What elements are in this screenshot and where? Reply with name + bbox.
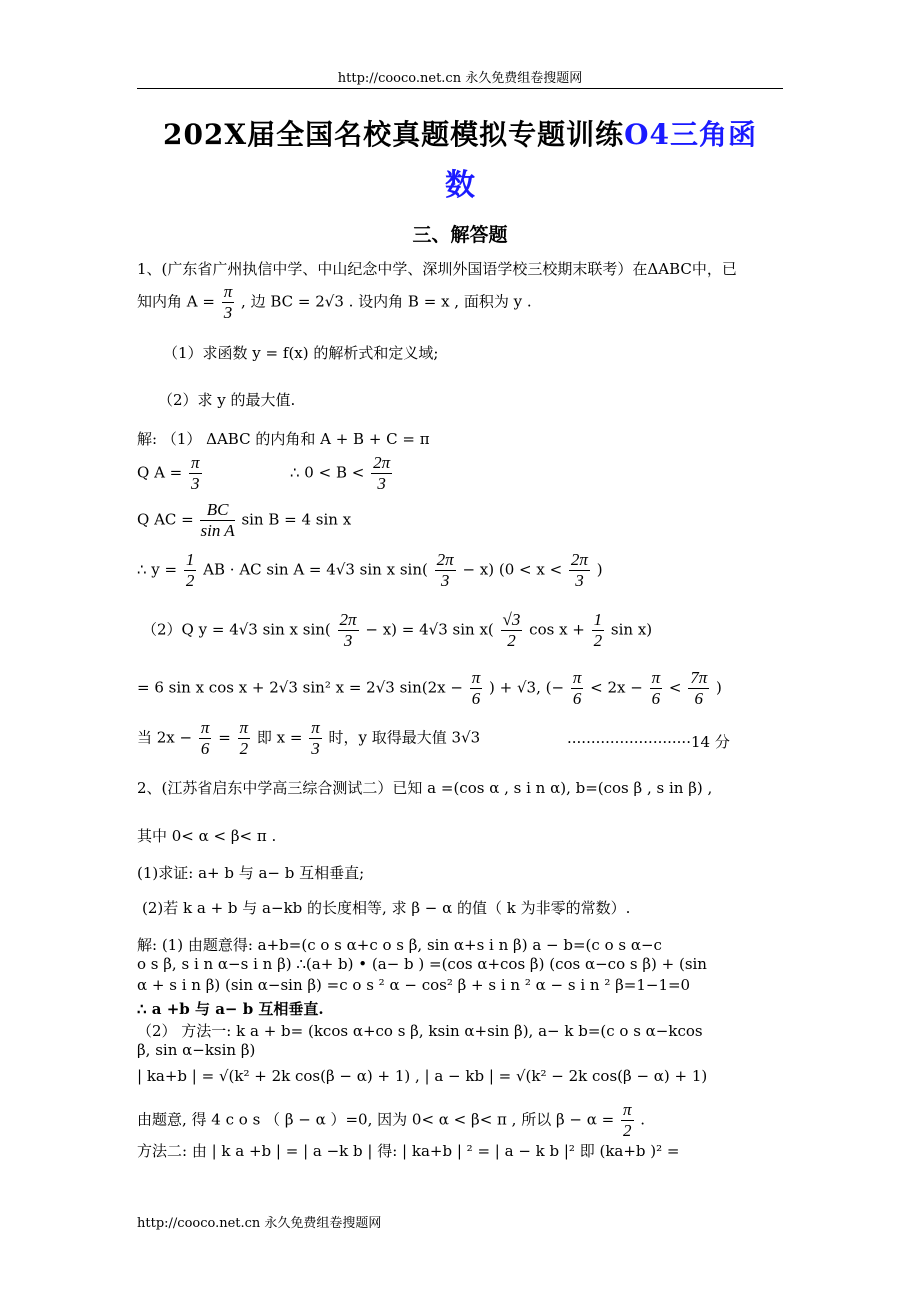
q1-solution-5: （2）Q y = 4√3 sin x sin( $\frac{2\pi}{3}$ − x) = 4√3 sin x( $\frac{√3}{2}$ cos x + $\frac{1}{2}$ sin x) — [142, 610, 653, 650]
title-part1: 202X届全国名校真题模拟专题训练 — [162, 118, 625, 151]
q1-solution-1: 解: （1） ΔABC 的内角和 A + B + C = π — [137, 430, 430, 448]
header-divider — [137, 88, 783, 89]
fraction-pi-over-3: $\frac{\pi}{3}$ — [311, 718, 320, 758]
q1-solution-3: Q AC = $\frac{BC}{\text{sin A}}$ sin B = 4 sin x — [137, 500, 352, 540]
fraction-pi-over-6: $\frac{\pi}{6}$ — [471, 668, 481, 708]
q1-given-b: , 边 BC = 2√3 . 设内角 B = x , 面积为 y . — [241, 292, 532, 311]
fraction-2pi-over-3: $\frac{2\pi}{3}$ — [373, 453, 391, 493]
q2-solution-7: | ka+b | = √(k² + 2k cos(β − α) + 1) , | a − kb | = √(k² − 2k cos(β − α) + 1) — [137, 1067, 708, 1085]
q2-part1: (1)求证: a+ b 与 a− b 互相垂直; — [137, 864, 365, 882]
footer-url: http://cooco.net.cn 永久免费组卷搜题网 — [137, 1216, 382, 1231]
q1-solution-6: = 6 sin x cos x + 2√3 sin² x = 2√3 sin(2x − $\frac{\pi}{6}$ ) + √3, (− $\frac{\pi}{6}$ < 2x − $\frac{\pi}{6}$ < $\frac{7\pi}{6}$ ) — [137, 668, 722, 708]
fraction-2pi-over-3: $\frac{2\pi}{3}$ — [570, 550, 588, 590]
page-title — [0, 113, 920, 153]
fraction-pi-over-6: $\frac{\pi}{6}$ — [200, 718, 210, 758]
fraction-7pi-over-6: $\frac{7\pi}{6}$ — [690, 668, 708, 708]
page-title-continued: 数 — [445, 168, 475, 203]
fraction-2pi-over-3: $\frac{2\pi}{3}$ — [339, 610, 357, 650]
fraction-pi-over-2: $\frac{\pi}{2}$ — [239, 718, 249, 758]
fraction-sqrt3-over-2: $\frac{√3}{2}$ — [502, 610, 521, 650]
q2-solution-3: α + s i n β) (sin α−sin β) =c o s ² α − cos² β + s i n ² α − s i n ² β=1−1=0 — [137, 976, 691, 994]
q1-solution-2b: ∴ 0 < B < $\frac{2\pi}{3}$ — [290, 453, 391, 493]
fraction-1-over-2: $\frac{1}{2}$ — [593, 610, 603, 650]
q2-solution-9: 方法二: 由 | k a +b | = | a −k b | 得: | ka+b | ² = | a − k b |² 即 (ka+b )² = — [137, 1142, 680, 1160]
q1-given — [137, 282, 532, 323]
q2-solution-8: 由题意, 得 4 c o s （ β − α ）=0, 因为 0< α < β< π , 所以 β − α = $\frac{\pi}{2}$ . — [137, 1100, 646, 1140]
header-url: http://cooco.net.cn 永久免费组卷搜题网 — [337, 71, 583, 86]
q1-solution-7: 当 2x − $\frac{\pi}{6}$ = $\frac{\pi}{2}$ 即 x = $\frac{\pi}{3}$ 时，y 取得最大值 3√3 — [137, 718, 481, 758]
fraction-pi-over-3: $\frac{\pi}{3}$ — [191, 453, 200, 493]
fraction-bc-over-sina: $\frac{BC}{\text{sin A}}$ — [200, 500, 235, 540]
q1-solution-2: Q A = $\frac{\pi}{3}$ — [137, 453, 200, 493]
fraction-pi-over-6: $\frac{\pi}{6}$ — [572, 668, 582, 708]
q2-intro: 2、(江苏省启东中学高三综合测试二）已知 a =(cos α , s i n α), b=(cos β , s in β) , — [137, 779, 713, 797]
q1-intro: 1、(广东省广州执信中学、中山纪念中学、深圳外国语学校三校期末联考）在ΔABC中，已 — [137, 260, 737, 278]
fraction-pi-over-3: $\frac{\pi}{3}$ — [223, 282, 233, 322]
fraction-pi-over-2: $\frac{\pi}{2}$ — [622, 1100, 632, 1140]
q2-solution-2: o s β, s i n α−s i n β) ∴(a+ b) • (a− b ) =(cos α+cos β) (cos α−co s β) + (sin — [137, 955, 707, 973]
q1-score: ··························14 分 — [567, 733, 730, 751]
q1-given-a: 知内角 A = — [137, 292, 220, 311]
q2-solution-5: （2） 方法一: k a + b= (kcos α+co s β, ksin α+sin β), a− k b=(c o s α−kcos — [137, 1022, 703, 1040]
q1-part1: （1）求函数 y = f(x) 的解析式和定义域; — [163, 344, 439, 362]
fraction-2pi-over-3: $\frac{2\pi}{3}$ — [436, 550, 454, 590]
q2-solution-4: ∴ a +b 与 a− b 互相垂直. — [137, 1000, 324, 1018]
q2-solution-1: 解: (1) 由题意得: a+b=(c o s α+c o s β, sin α+s i n β) a − b=(c o s α−c — [137, 936, 662, 954]
fraction-pi-over-6: $\frac{\pi}{6}$ — [651, 668, 661, 708]
q1-part2: （2）求 y 的最大值. — [158, 391, 296, 409]
section-heading: 三、解答题 — [412, 224, 508, 246]
title-part2: O4三角函 — [624, 118, 758, 151]
q2-condition: 其中 0< α < β< π . — [137, 827, 277, 845]
q1-solution-4: ∴ y = $\frac{1}{2}$ AB · AC sin A = 4√3 sin x sin( $\frac{2\pi}{3}$ − x) (0 < x < $\frac{2\pi}{3}$ ) — [137, 550, 603, 590]
q2-solution-6: β, sin α−ksin β) — [137, 1041, 256, 1059]
fraction-1-over-2: $\frac{1}{2}$ — [185, 550, 195, 590]
q2-part2: (2)若 k a + b 与 a−kb 的长度相等, 求 β − α 的值（ k 为非零的常数）. — [142, 899, 631, 917]
